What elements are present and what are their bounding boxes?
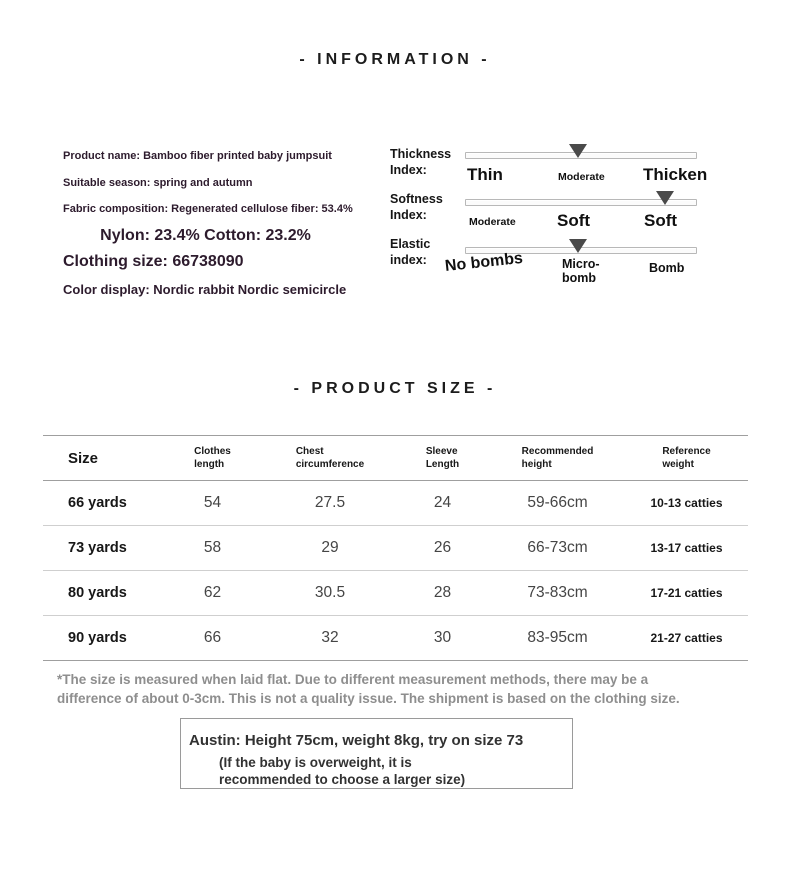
elastic-index-label xyxy=(390,236,430,268)
softness-option-soft-right: Soft xyxy=(644,211,678,230)
elastic-marker-icon xyxy=(569,239,587,253)
col-header-weight-line1: Reference xyxy=(662,446,711,457)
softness-slider-bar xyxy=(465,199,697,206)
measurement-note xyxy=(57,670,680,708)
table-row-73-yards xyxy=(43,526,748,571)
cell-sleeve: 24 xyxy=(433,494,452,511)
table-row-80-yards xyxy=(43,571,748,616)
measurement-note-line2: difference of about 0-3cm. This is not a quality issue. The shipment is based on the clothing size. xyxy=(57,691,680,706)
cell-size: 73 yards xyxy=(68,540,127,556)
cell-sleeve: 26 xyxy=(433,539,452,556)
col-header-weight-line2: weight xyxy=(662,459,694,470)
col-header-height-line1: Recommended xyxy=(521,446,594,457)
cell-height: 73-83cm xyxy=(527,584,588,601)
suitable-season-text: Suitable season: spring and autumn xyxy=(63,177,253,189)
cell-chest: 29 xyxy=(321,539,339,556)
elastic-option-micro-bomb-line2: bomb xyxy=(562,271,597,285)
information-section-title: - INFORMATION - xyxy=(299,51,491,68)
softness-index-label-line2: Index: xyxy=(390,208,427,222)
table-row-90-yards xyxy=(43,616,748,661)
elastic-option-micro-bomb-line1: Micro- xyxy=(562,257,600,271)
cell-clothes-length: 66 xyxy=(203,629,222,646)
col-header-sleeve-line2: Length xyxy=(425,459,460,470)
thickness-index-label-line2: Index: xyxy=(390,163,427,177)
measurement-note-line1: *The size is measured when laid flat. Due to different measurement methods, there may be a xyxy=(57,672,649,687)
cell-clothes-length: 62 xyxy=(203,584,222,601)
clothing-size-text: Clothing size: 66738090 xyxy=(63,253,244,270)
cell-clothes-length: 58 xyxy=(203,539,222,556)
cell-size: 90 yards xyxy=(68,630,127,646)
col-header-clothes-line1: Clothes xyxy=(194,446,231,457)
elastic-index-label-line2: index: xyxy=(390,253,427,267)
elastic-option-bomb: Bomb xyxy=(649,261,685,275)
tryon-recommendation-box xyxy=(180,718,573,789)
elastic-option-no-bombs: No bombs xyxy=(444,249,524,276)
softness-option-soft-mid: Soft xyxy=(557,211,591,230)
cell-weight: 17-21 catties xyxy=(650,586,723,600)
cell-weight: 21-27 catties xyxy=(650,631,723,645)
fabric-composition-2-text: Nylon: 23.4% Cotton: 23.2% xyxy=(100,227,311,244)
cell-sleeve: 30 xyxy=(433,629,452,646)
elastic-option-micro-bomb xyxy=(562,257,600,285)
cell-chest: 32 xyxy=(321,629,339,646)
col-header-size: Size xyxy=(68,449,99,467)
cell-chest: 27.5 xyxy=(314,494,346,511)
cell-sleeve: 28 xyxy=(433,584,452,601)
tryon-title: Austin: Height 75cm, weight 8kg, try on size 73 xyxy=(189,732,524,749)
col-header-clothes-length xyxy=(194,445,231,471)
cell-height: 83-95cm xyxy=(527,629,588,646)
thickness-option-thicken: Thicken xyxy=(643,165,708,184)
thickness-marker-icon xyxy=(569,144,587,158)
col-header-height-line2: height xyxy=(521,459,552,470)
product-name-text: Product name: Bamboo fiber printed baby jumpsuit xyxy=(63,150,332,162)
thickness-option-thin: Thin xyxy=(467,165,503,184)
thickness-option-moderate: Moderate xyxy=(558,171,605,183)
softness-index-label-line1: Softness xyxy=(390,192,443,206)
cell-height: 59-66cm xyxy=(527,494,588,511)
cell-height: 66-73cm xyxy=(527,539,588,556)
size-table-header-row xyxy=(43,436,748,481)
table-row-66-yards xyxy=(43,481,748,526)
col-header-recommended-height xyxy=(522,445,594,471)
cell-size: 80 yards xyxy=(68,585,127,601)
col-header-sleeve-line1: Sleeve xyxy=(425,446,458,457)
col-header-reference-weight xyxy=(662,445,710,471)
tryon-note-line2: recommended to choose a larger size) xyxy=(219,772,466,787)
fabric-composition-text: Fabric composition: Regenerated cellulose fiber: 53.4% xyxy=(63,203,353,215)
thickness-slider-bar xyxy=(465,152,697,159)
col-header-chest-line1: Chest xyxy=(295,446,324,457)
softness-marker-icon xyxy=(656,191,674,205)
col-header-chest-circumference xyxy=(296,445,364,471)
col-header-clothes-line2: length xyxy=(194,459,225,470)
size-table xyxy=(43,435,748,661)
product-size-section-title: - PRODUCT SIZE - xyxy=(293,380,497,397)
thickness-index-label-line1: Thickness xyxy=(390,147,452,161)
tryon-note-line1: (If the baby is overweight, it is xyxy=(219,755,412,770)
cell-clothes-length: 54 xyxy=(203,494,222,511)
softness-option-moderate: Moderate xyxy=(469,216,516,228)
thickness-index-label xyxy=(390,146,451,178)
elastic-index-label-line1: Elastic xyxy=(390,237,431,251)
cell-weight: 13-17 catties xyxy=(650,541,723,555)
cell-size: 66 yards xyxy=(68,495,127,511)
col-header-chest-line2: circumference xyxy=(295,459,365,470)
cell-weight: 10-13 catties xyxy=(650,496,723,510)
cell-chest: 30.5 xyxy=(314,584,346,601)
color-display-text: Color display: Nordic rabbit Nordic semicircle xyxy=(63,282,347,297)
col-header-sleeve-length xyxy=(426,445,459,471)
softness-index-label xyxy=(390,191,443,223)
